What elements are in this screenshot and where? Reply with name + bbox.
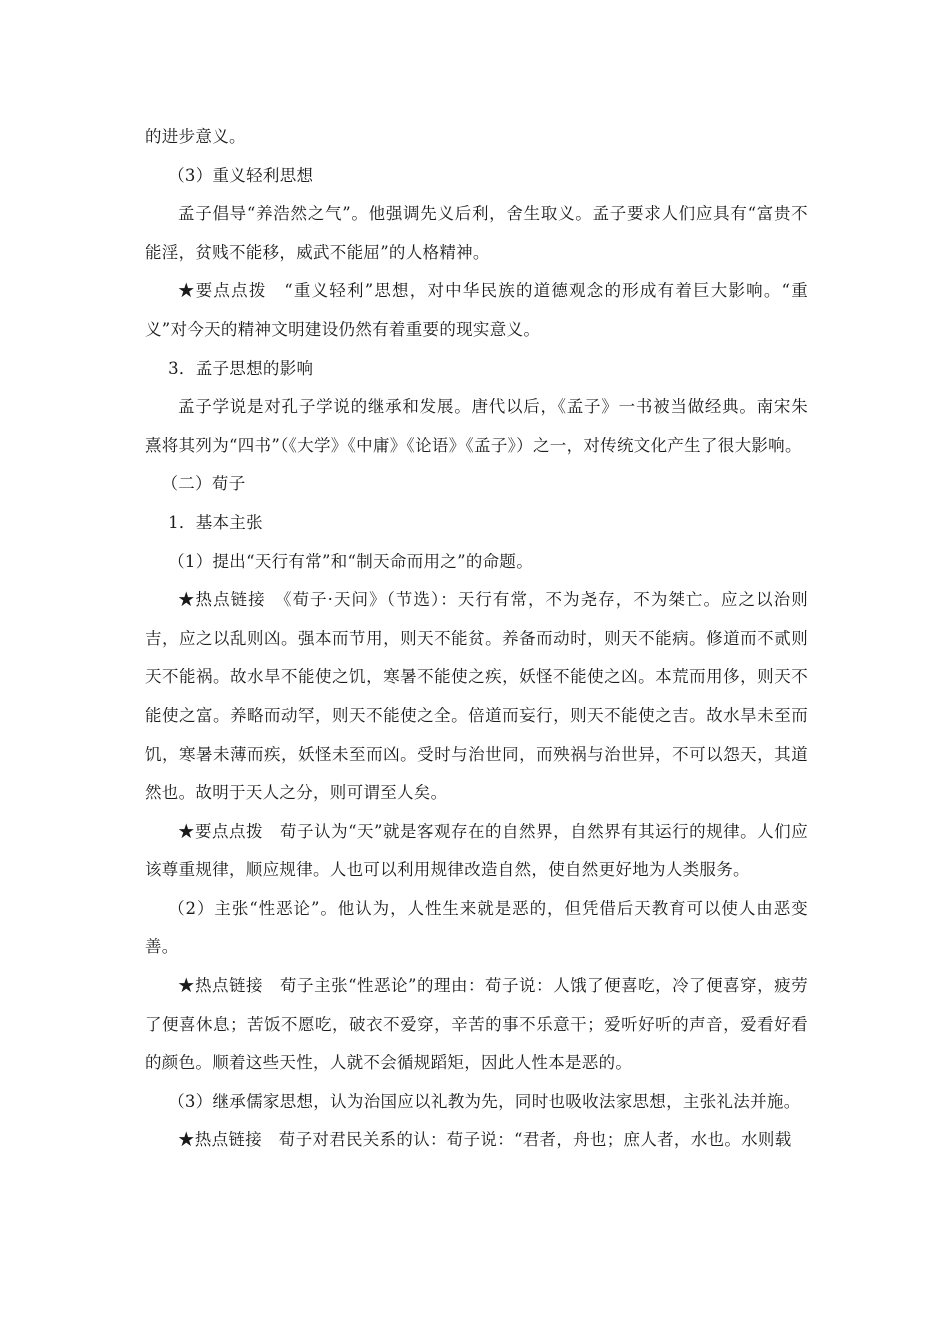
paragraph-mencius-qi: 孟子倡导“养浩然之气”。他强调先义后利，舍生取义。孟子要求人们应具有“富贵不能淫，贫贱不能移，威武不能屈”的人格精神。	[145, 204, 808, 262]
section-heading-xunzi: （二）荀子	[161, 474, 246, 494]
paragraph-hot-link-2: ★热点链接 荀子主张“性恶论”的理由：荀子说：人饿了便喜吃，冷了便喜穿，疲劳了便喜休息；苦饭不愿吃，破衣不爱穿，辛苦的事不乐意干；爱听好听的声音，爱看好看的颜色。顺着这些天性，人就不会循规蹈矩，因此人性本是恶的。	[145, 976, 808, 1073]
paragraph-continuation: 的进步意义。	[145, 127, 246, 146]
subheading-mencius-influence: 3．孟子思想的影响	[168, 358, 314, 378]
paragraph-key-point-1: ★要点点拨 “重义轻利”思想，对中华民族的道德观念的形成有着巨大影响。“重义”对今天的精神文明建设仍然有着重要的现实意义。	[145, 281, 808, 339]
subheading-righteousness: （3）重义轻利思想	[168, 165, 314, 185]
paragraph-key-point-2: ★要点点拨 荀子认为“天”就是客观存在的自然界，自然界有其运行的规律。人们应该尊重规律，顺应规律。人也可以利用规律改造自然，使自然更好地为人类服务。	[145, 821, 808, 880]
subheading-basic-claims: 1．基本主张	[168, 512, 263, 532]
paragraph-hot-link-1: ★热点链接 《荀子·天问》（节选）：天行有常，不为尧存，不为桀亡。应之以治则吉，应之以乱则凶。强本而节用，则天不能贫。养备而动时，则天不能病。修道而不贰则天不能祸。故水旱不能使之饥，寒暑不能使之疾，妖怪不能使之凶。本荒而用侈，则天不能使之富。养略而动罕，则天不能使之全。倍道而妄行，则天不能使之吉。故水旱未至而饥，寒暑未薄而疾，妖怪未至而凶。受时与治世同，而殃祸与治世异，不可以怨天，其道然也。故明于天人之分，则可谓至人矣。	[145, 590, 808, 803]
paragraph-claim-1: （1）提出“天行有常”和“制天命而用之”的命题。	[168, 551, 534, 571]
paragraph-mencius-influence: 孟子学说是对孔子学说的继承和发展。唐代以后，《孟子》一书被当做经典。南宋朱熹将其列为“四书”（《大学》《中庸》《论语》《孟子》）之一，对传统文化产生了很大影响。	[145, 397, 808, 455]
paragraph-claim-3: （3）继承儒家思想，认为治国应以礼教为先，同时也吸收法家思想，主张礼法并施。	[168, 1091, 801, 1111]
paragraph-hot-link-3: ★热点链接 荀子对君民关系的认：荀子说：“君者，舟也；庶人者，水也。水则载	[178, 1130, 792, 1150]
paragraph-claim-2: （2）主张“性恶论”。他认为，人性生来就是恶的，但凭借后天教育可以使人由恶变善。	[145, 898, 808, 957]
document-body	[145, 118, 808, 1160]
